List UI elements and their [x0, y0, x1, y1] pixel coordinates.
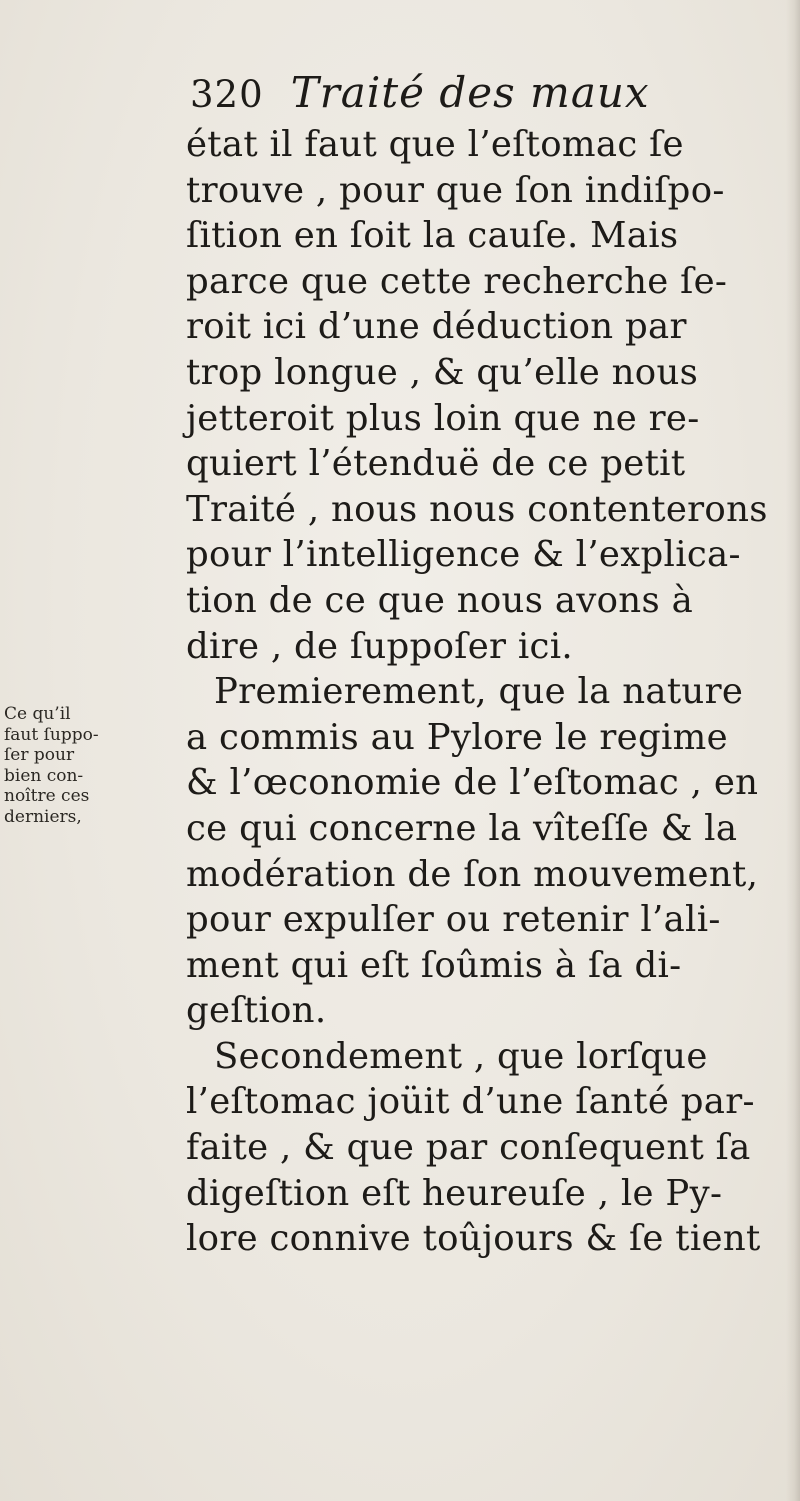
- margin-note-line: ſer pour: [4, 745, 75, 765]
- text-line: pour expulſer ou retenir l’ali-: [186, 899, 721, 941]
- text-line: trouve , pour que ſon indiſpo-: [186, 169, 725, 211]
- paragraph-start-line: Premierement, que la nature: [214, 671, 744, 713]
- text-line: roit ici d’une déduction par: [186, 306, 687, 348]
- text-line: ſition en ſoit la cauſe. Mais: [186, 215, 679, 257]
- margin-note: [4, 704, 180, 827]
- text-line: pour l’intelligence & l’explica-: [186, 534, 741, 576]
- page-edge-shadow: [786, 0, 800, 1501]
- page-header: [190, 68, 650, 128]
- text-line: faite , & que par conſequent ſa: [186, 1127, 751, 1169]
- text-line: parce que cette recherche ſe-: [186, 260, 728, 302]
- text-line: geſtion.: [186, 990, 327, 1032]
- text-line: modération de ſon mouvement,: [186, 853, 759, 895]
- text-line: Traité , nous nous contenterons: [186, 488, 768, 530]
- text-line: jetteroit plus loin que ne re-: [186, 397, 700, 439]
- running-title: Traité des maux: [290, 68, 650, 117]
- text-line: tion de ce que nous avons à: [186, 579, 694, 621]
- text-line: quiert l’étenduë de ce petit: [186, 443, 686, 485]
- page-number: 320: [190, 73, 264, 116]
- text-line: lore connive toûjours & ſe tient: [186, 1218, 761, 1260]
- text-line: état il faut que l’eſtomac ſe: [186, 124, 684, 165]
- margin-note-line: faut ſuppo-: [4, 724, 99, 745]
- text-line: l’eſtomac joüit d’une ſanté par-: [186, 1081, 755, 1123]
- text-line: dire , de ſuppoſer ici.: [186, 625, 573, 667]
- paragraph-start-line: Secondement , que lorſque: [214, 1035, 708, 1077]
- margin-note-line: derniers,: [4, 806, 82, 827]
- text-line: a commis au Pylore le regime: [186, 716, 728, 758]
- text-line: digeſtion eſt heureuſe , le Py-: [186, 1172, 723, 1214]
- margin-note-line: Ce qu’il: [4, 704, 71, 724]
- body-text: [186, 122, 776, 1262]
- margin-note-line: bien con-: [4, 765, 84, 786]
- text-line: ment qui eſt ſoûmis à ſa di-: [186, 944, 682, 986]
- text-line: trop longue , & qu’elle nous: [186, 351, 699, 393]
- text-line: ce qui concerne la vîteſſe & la: [186, 807, 738, 849]
- text-line: & l’œconomie de l’eſtomac , en: [186, 762, 759, 804]
- margin-note-line: noître ces: [4, 786, 90, 806]
